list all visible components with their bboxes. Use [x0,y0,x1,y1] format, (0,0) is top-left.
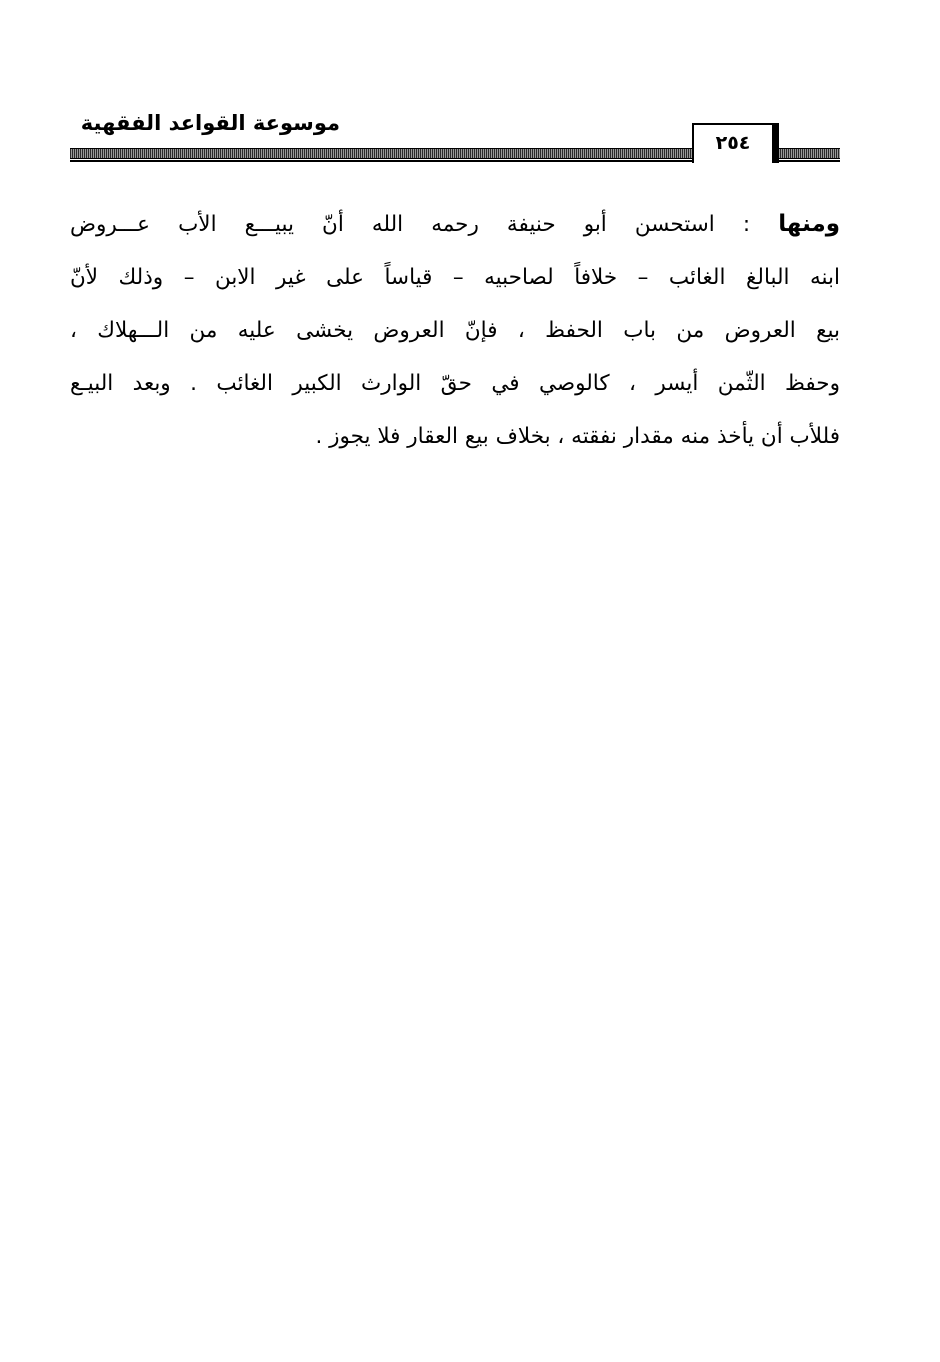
paragraph-line-1-text: : استحسن أبو حنيفة رحمه الله أنّ يبيـــع الأب عـــروض [70,212,751,237]
paragraph-line-5: فللأب أن يأخذ منه مقدار نفقته ، بخلاف بيع العقار فلا يجوز . [315,424,840,449]
page-number: ٢٥٤ [715,132,751,154]
body-paragraph [70,198,840,463]
paragraph-line-4: وحفظ الثّمن أيسر ، كالوصي في حقّ الوارث الكبير الغائب . وبعد البيـع [70,371,840,396]
running-header-title: موسوعة القواعد الفقهية [80,111,340,135]
paragraph-line-2: ابنه البالغ الغائب – خلافاً لصاحبيه – قياساً على غير الابن – وذلك لأنّ [70,265,840,290]
lead-word: ومنها [778,211,840,237]
paragraph-line-1 [70,198,840,251]
paragraph-line-3: بيع العروض من باب الحفظ ، فإنّ العروض يخشى عليه من الـــهلاك ، [70,318,840,343]
page-number-box [692,123,774,163]
